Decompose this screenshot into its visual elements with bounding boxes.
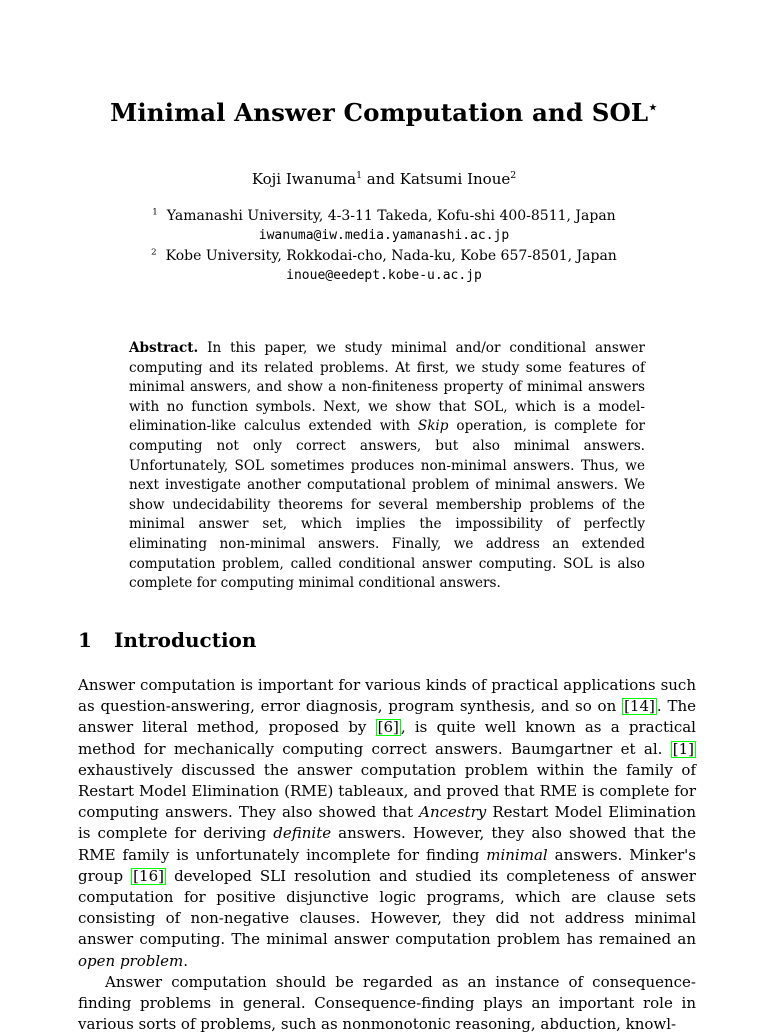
abstract-text-1: In this paper, we study minimal and/or conditional answer computing and its related problems. At first, we study some features of minimal answers, and show a non-finiteness property of minimal answers with no function symbols. Next, we show that SOL, which is a model-elimination-like calculus extended with	[129, 340, 645, 435]
affiliation-number-1: 1	[152, 207, 158, 218]
citation-link[interactable]: [1]	[672, 739, 694, 758]
abstract-text-2: operation, is complete for computing not only correct answers, but also minimal answers. Unfortunately, SOL sometimes produces non-minimal answers. Thus, we next investigate another computational problem of minimal answers. We show undecidability theorems for several membership problems of the minimal answer set, which implies the impossibility of perfectly eliminating non-minimal answers. Finally, we address an extended computation problem, called conditional answer computing. SOL is also complete for computing minimal conditional answers.	[129, 418, 645, 592]
paragraph-2: Answer computation should be regarded as an instance of consequence-finding problems in general. Consequence-finding plays an important role in various sorts of problems, such as nonmonotonic reasoning, abduction, knowl-	[78, 972, 696, 1034]
affiliation-number-2: 2	[151, 247, 157, 258]
affiliation-email-1[interactable]: iwanuma@iw.media.yamanashi.ac.jp	[258, 228, 510, 243]
author-name-2: Katsumi Inoue	[399, 170, 511, 188]
paper-title: Minimal Answer Computation and SOL⋆	[110, 97, 658, 127]
title-footnote-mark: ⋆	[648, 97, 658, 116]
author-name-1: Koji Iwanuma	[251, 170, 357, 188]
abstract-label: Abstract.	[129, 340, 199, 356]
author-conjunction: and	[366, 170, 395, 188]
affiliation-email-2[interactable]: inoue@eedept.kobe-u.ac.jp	[286, 268, 482, 283]
section-number: 1	[78, 628, 92, 652]
citation-link[interactable]: [14]	[624, 697, 655, 716]
author-line	[0, 170, 768, 188]
author-affil-mark-1: 1	[356, 170, 362, 181]
citation-link[interactable]: [6]	[377, 718, 399, 737]
affiliation-1	[0, 206, 768, 246]
section-title: Introduction	[114, 628, 257, 652]
abstract-skip-term: Skip	[417, 418, 449, 435]
affiliation-2	[0, 246, 768, 286]
affiliation-text-2: Kobe University, Rokkodai-cho, Nada-ku, Kobe 657-8501, Japan	[165, 248, 617, 264]
body-text	[78, 675, 696, 1035]
paragraph-1: Answer computation is important for various kinds of practical applications such as question-answering, error diagnosis, program synthesis, and so on [14] . The answer literal method, proposed by [6] , is quite well known as a practical method for mechanically computing correct answers. Baumgartner et al. [1] exhaustively discussed the answer computation problem within the family of Restart Model Elimination (RME) tableaux, and proved that RME is complete for computing answers. They also showed that Ancestry Restart Model Elimination is complete for deriving definite answers. However, they also showed that the RME family is unfortunately incomplete for finding minimal answers. Minker's group [16] developed SLI resolution and studied its completeness of answer computation for positive disjunctive logic programs, which are clause sets consisting of non-negative clauses. However, they did not address minimal answer computing. The minimal answer computation problem has remained an open problem.	[78, 676, 696, 970]
affiliation-text-1: Yamanashi University, 4-3-11 Takeda, Kofu-shi 400-8511, Japan	[166, 208, 616, 224]
author-affil-mark-2: 2	[510, 170, 517, 181]
citation-link[interactable]: [16]	[133, 866, 164, 885]
abstract	[129, 339, 645, 594]
section-heading	[78, 628, 256, 652]
